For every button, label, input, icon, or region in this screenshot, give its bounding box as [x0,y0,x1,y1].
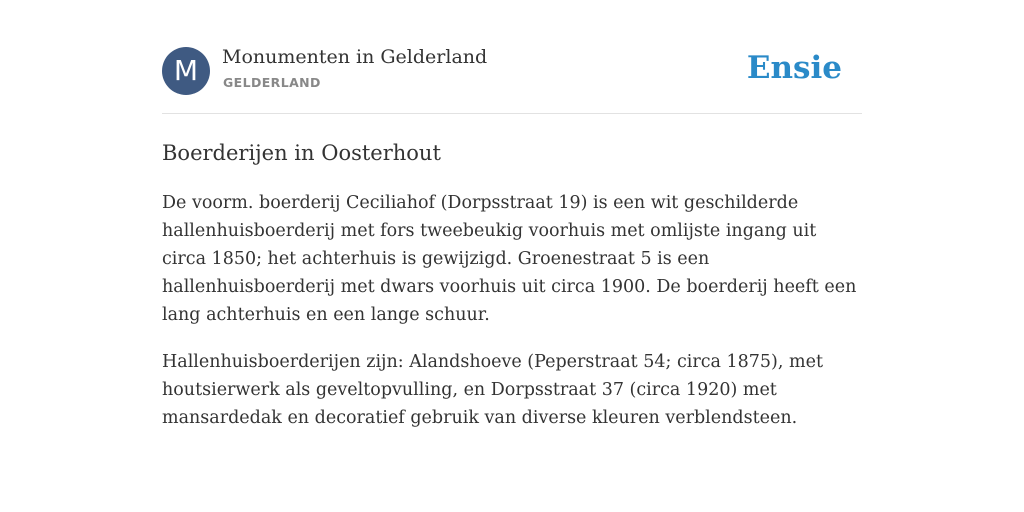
article-paragraph: De voorm. boerderij Ceciliahof (Dorpsstraat 19) is een wit geschilderde hallenhuisboerderij met fors tweebeukig voorhuis met omlijste ingang uit circa 1850; het achterhuis is gewijzigd. Groenestraat 5 is een hallenhuisboerderij met dwars voorhuis uit circa 1900. De boerderij heeft een lang achterhuis en een lange schuur. [162,193,857,325]
header [162,46,862,96]
avatar[interactable]: M [162,47,210,95]
brand-logo[interactable]: Ensie [746,50,842,86]
article-paragraph: Hallenhuisboerderijen zijn: Alandshoeve (Peperstraat 54; circa 1875), met houtsierwerk als geveltopvulling, en Dorpsstraat 37 (circa 1920) met mansardedak en decoratief gebruik van diverse kleuren verblendsteen. [162,352,823,428]
divider [162,113,862,114]
article [162,138,862,451]
source-title[interactable]: Monumenten in Gelderland [222,46,488,68]
article-title: Boerderijen in Oosterhout [162,141,441,165]
source-region[interactable]: GELDERLAND [223,75,321,90]
